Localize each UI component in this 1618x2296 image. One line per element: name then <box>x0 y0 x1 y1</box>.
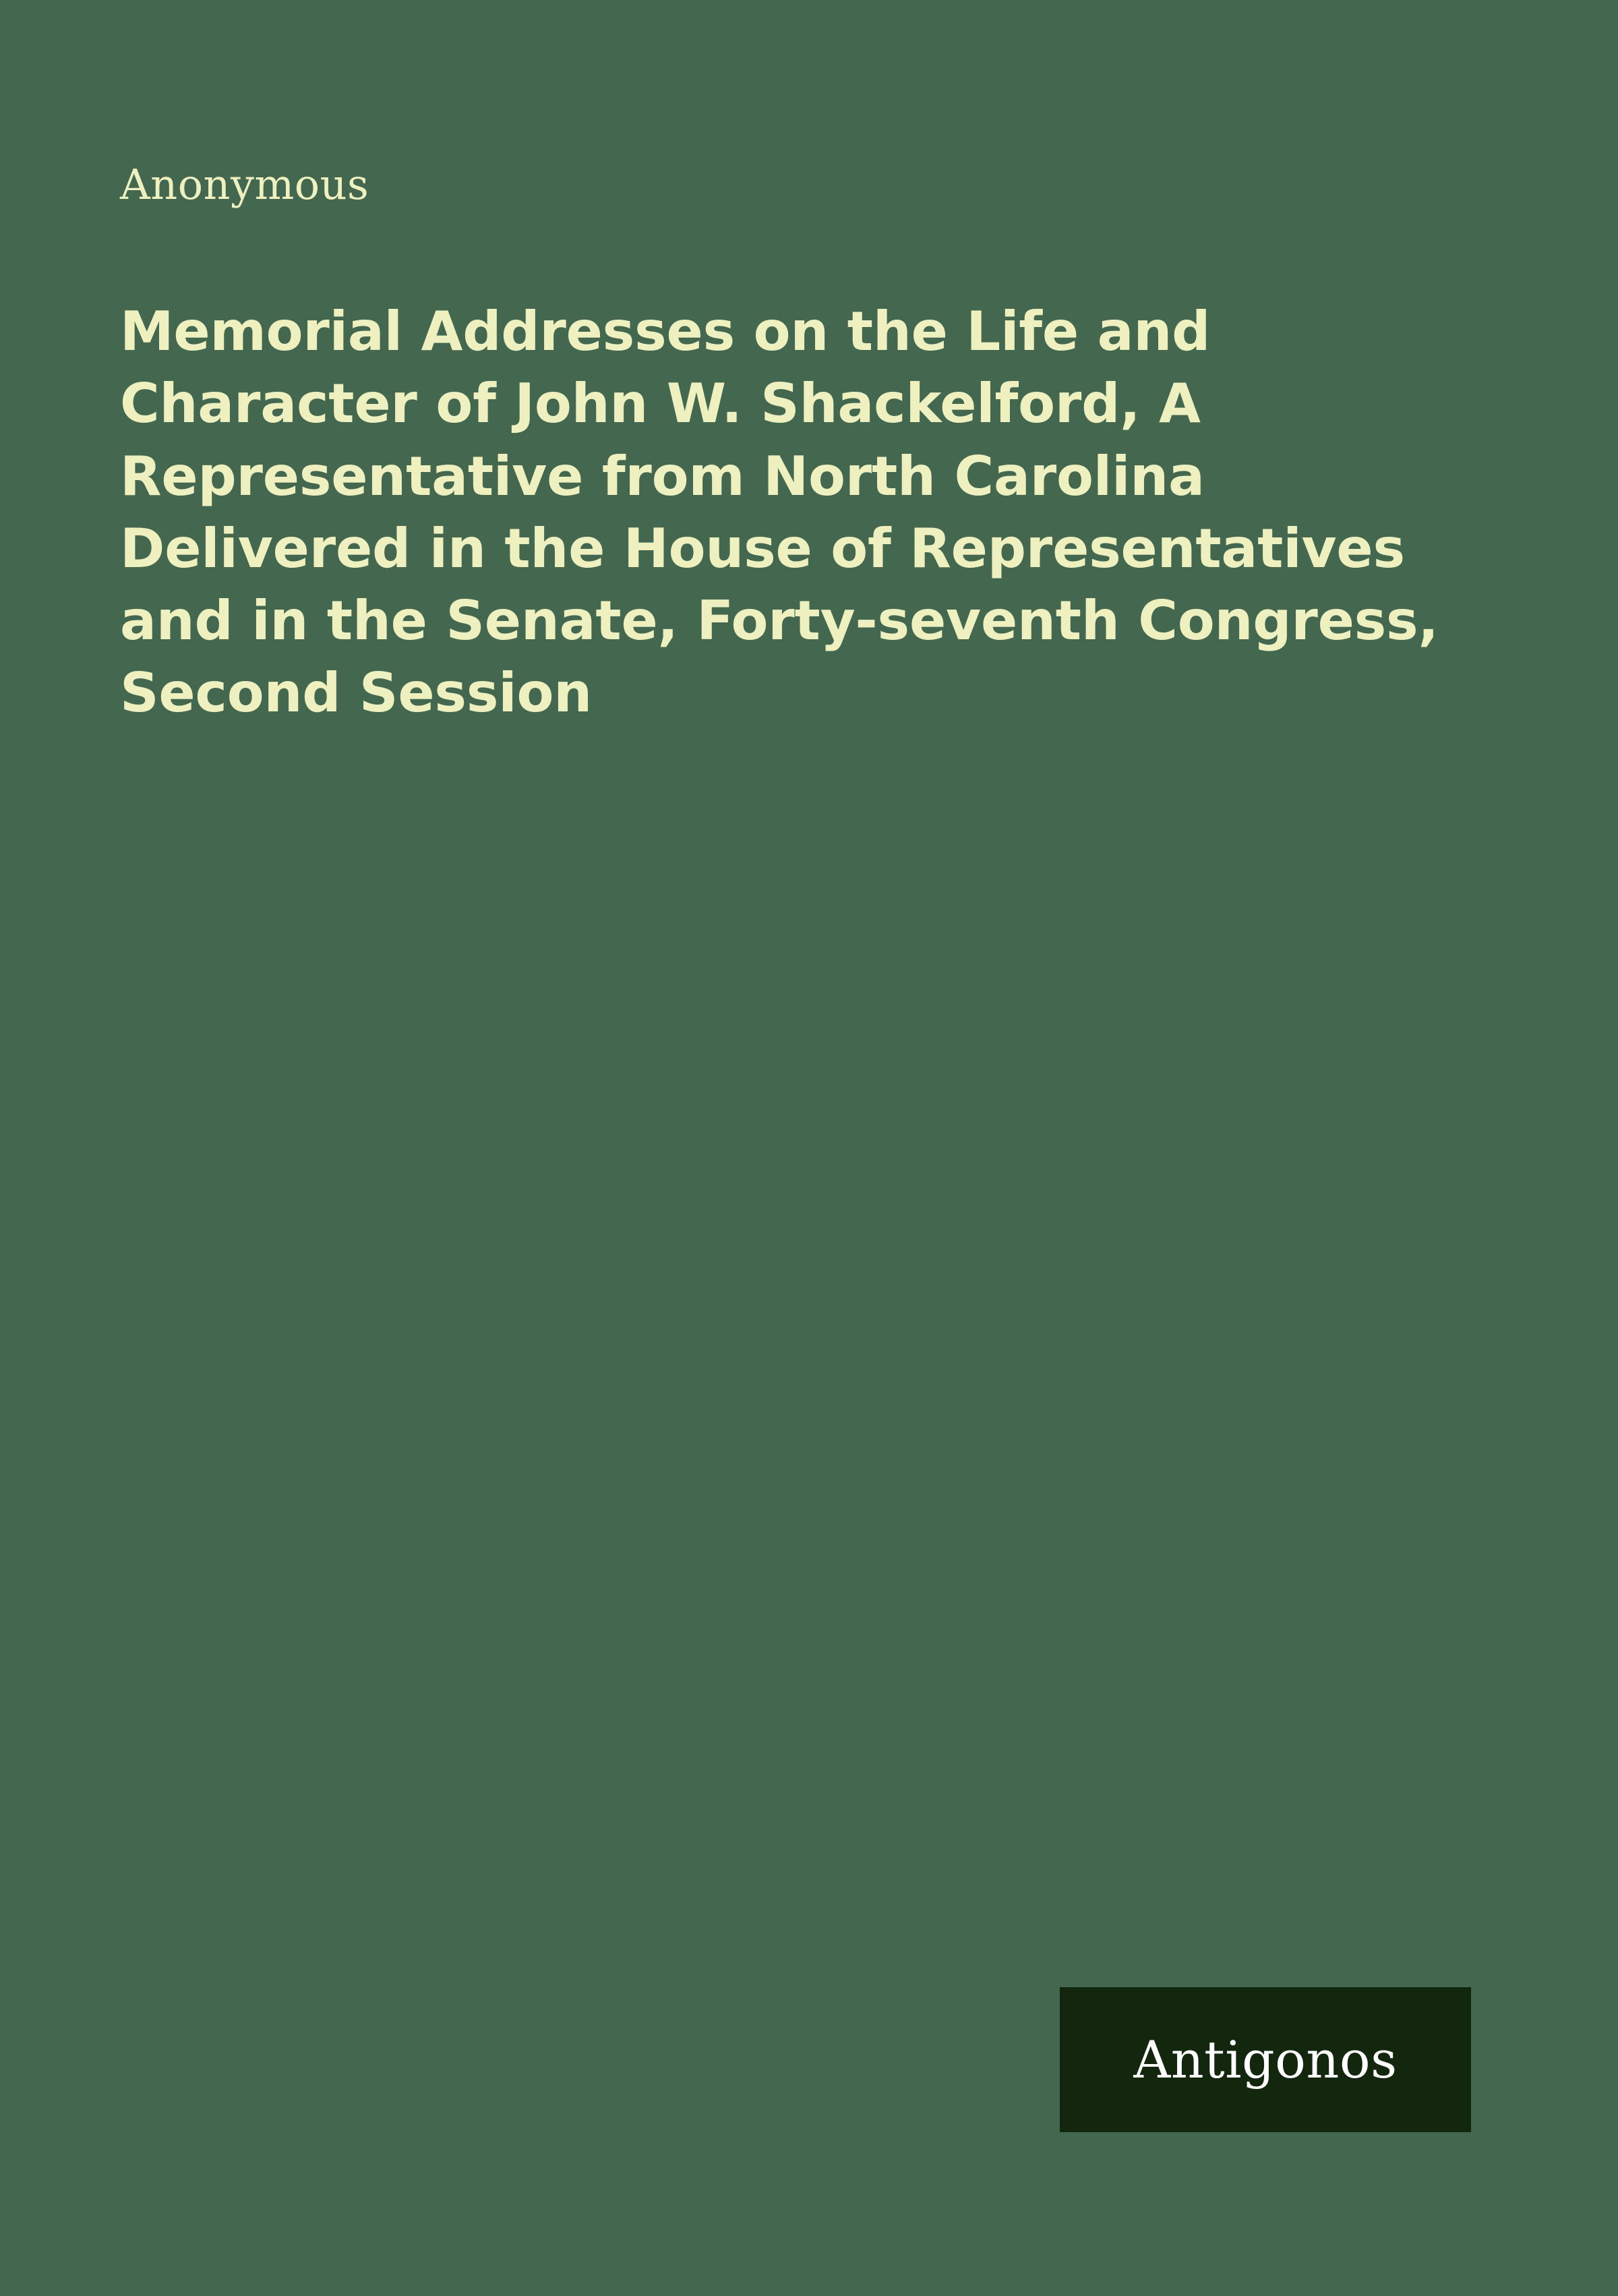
publisher-name: Antigonos <box>1133 2030 1398 2090</box>
publisher-badge <box>1060 1987 1471 2132</box>
author-name: Anonymous <box>120 160 369 209</box>
book-title: Memorial Addresses on the Life and Character of John W. Shackelford, A Representative from North Carolina Delivered in the House of Representatives and in the Senate, Forty-seventh Congress, Second Session <box>120 300 1439 725</box>
